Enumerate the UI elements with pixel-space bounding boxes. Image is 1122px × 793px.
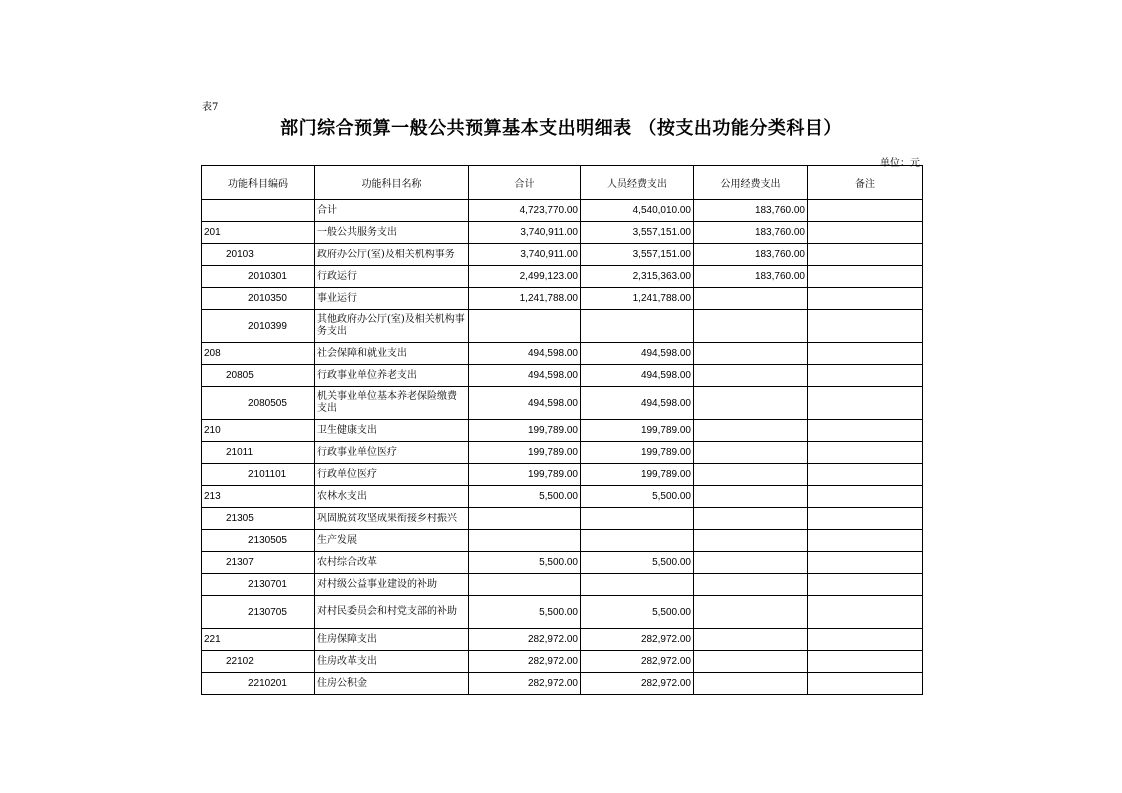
code-cell: 2080505 <box>202 387 315 420</box>
table-row <box>202 508 923 530</box>
code-cell: 2010399 <box>202 310 315 343</box>
note-cell <box>808 464 923 486</box>
table-number: 表7 <box>202 102 219 113</box>
name-cell: 机关事业单位基本养老保险缴费支出 <box>315 387 469 420</box>
personnel-cell: 199,789.00 <box>581 464 694 486</box>
code-cell: 2010301 <box>202 266 315 288</box>
name-cell: 农村综合改革 <box>315 552 469 574</box>
name-cell: 对村级公益事业建设的补助 <box>315 574 469 596</box>
personnel-cell: 199,789.00 <box>581 420 694 442</box>
name-cell: 一般公共服务支出 <box>315 222 469 244</box>
code-cell: 2210201 <box>202 673 315 695</box>
note-cell <box>808 442 923 464</box>
total-cell: 494,598.00 <box>469 343 581 365</box>
table-row <box>202 420 923 442</box>
personnel-cell: 2,315,363.00 <box>581 266 694 288</box>
note-cell <box>808 365 923 387</box>
table-row <box>202 673 923 695</box>
name-cell: 住房公积金 <box>315 673 469 695</box>
total-cell <box>469 508 581 530</box>
code-cell: 21011 <box>202 442 315 464</box>
personnel-cell: 199,789.00 <box>581 442 694 464</box>
total-cell: 282,972.00 <box>469 673 581 695</box>
public-cell <box>694 673 808 695</box>
name-cell: 事业运行 <box>315 288 469 310</box>
unit-label: 单位：元 <box>880 158 920 169</box>
note-cell <box>808 200 923 222</box>
public-cell <box>694 651 808 673</box>
budget-table <box>201 165 923 695</box>
public-cell: 183,760.00 <box>694 244 808 266</box>
note-cell <box>808 651 923 673</box>
name-cell: 对村民委员会和村党支部的补助 <box>315 596 469 629</box>
name-cell: 合计 <box>315 200 469 222</box>
name-cell: 生产发展 <box>315 530 469 552</box>
table-row <box>202 464 923 486</box>
personnel-cell: 494,598.00 <box>581 365 694 387</box>
note-cell <box>808 244 923 266</box>
personnel-cell: 282,972.00 <box>581 629 694 651</box>
public-cell <box>694 387 808 420</box>
personnel-cell: 282,972.00 <box>581 651 694 673</box>
note-cell <box>808 552 923 574</box>
name-cell <box>315 244 469 266</box>
header-total: 合计 <box>469 166 581 200</box>
public-cell <box>694 343 808 365</box>
public-cell <box>694 574 808 596</box>
total-cell <box>469 530 581 552</box>
table-row <box>202 222 923 244</box>
name-text: 政府办公厅(室)及相关机构事务 <box>317 248 455 260</box>
public-cell: 183,760.00 <box>694 222 808 244</box>
header-personnel: 人员经费支出 <box>581 166 694 200</box>
public-cell <box>694 365 808 387</box>
code-cell: 20103 <box>202 244 315 266</box>
total-cell: 282,972.00 <box>469 629 581 651</box>
total-cell: 3,740,911.00 <box>469 244 581 266</box>
public-cell <box>694 508 808 530</box>
total-cell: 494,598.00 <box>469 387 581 420</box>
note-cell <box>808 629 923 651</box>
header-public: 公用经费支出 <box>694 166 808 200</box>
name-text: 巩固脱贫攻坚成果衔接乡村振兴 <box>317 512 457 524</box>
total-cell: 5,500.00 <box>469 486 581 508</box>
name-cell: 其他政府办公厅(室)及相关机构事务支出 <box>315 310 469 343</box>
total-cell: 4,723,770.00 <box>469 200 581 222</box>
code-cell: 22102 <box>202 651 315 673</box>
public-cell <box>694 486 808 508</box>
note-cell <box>808 508 923 530</box>
total-cell: 1,241,788.00 <box>469 288 581 310</box>
table-row <box>202 387 923 420</box>
total-cell <box>469 574 581 596</box>
name-cell: 行政运行 <box>315 266 469 288</box>
name-cell: 行政事业单位医疗 <box>315 442 469 464</box>
personnel-cell <box>581 310 694 343</box>
code-cell: 213 <box>202 486 315 508</box>
personnel-cell <box>581 530 694 552</box>
code-cell: 2130701 <box>202 574 315 596</box>
name-cell: 农林水支出 <box>315 486 469 508</box>
public-cell <box>694 464 808 486</box>
table-row <box>202 200 923 222</box>
code-cell <box>202 200 315 222</box>
total-cell: 199,789.00 <box>469 464 581 486</box>
code-cell: 21307 <box>202 552 315 574</box>
total-cell: 199,789.00 <box>469 420 581 442</box>
total-cell: 199,789.00 <box>469 442 581 464</box>
code-cell: 2010350 <box>202 288 315 310</box>
total-cell: 3,740,911.00 <box>469 222 581 244</box>
total-cell: 494,598.00 <box>469 365 581 387</box>
note-cell <box>808 596 923 629</box>
table-row <box>202 629 923 651</box>
header-name: 功能科目名称 <box>315 166 469 200</box>
code-cell: 20805 <box>202 365 315 387</box>
public-cell: 183,760.00 <box>694 200 808 222</box>
header-row <box>202 166 923 200</box>
public-cell <box>694 530 808 552</box>
code-cell: 21305 <box>202 508 315 530</box>
note-cell <box>808 288 923 310</box>
note-cell <box>808 673 923 695</box>
total-cell <box>469 310 581 343</box>
table-row <box>202 343 923 365</box>
table-row <box>202 288 923 310</box>
header-code: 功能科目编码 <box>202 166 315 200</box>
personnel-cell: 5,500.00 <box>581 486 694 508</box>
public-cell <box>694 310 808 343</box>
table-row <box>202 596 923 629</box>
public-cell <box>694 629 808 651</box>
table-row <box>202 574 923 596</box>
personnel-cell: 5,500.00 <box>581 552 694 574</box>
name-cell <box>315 508 469 530</box>
table-row <box>202 486 923 508</box>
table-row <box>202 552 923 574</box>
public-cell <box>694 420 808 442</box>
note-cell <box>808 486 923 508</box>
personnel-cell: 494,598.00 <box>581 387 694 420</box>
public-cell <box>694 442 808 464</box>
name-cell: 卫生健康支出 <box>315 420 469 442</box>
public-cell <box>694 288 808 310</box>
total-cell: 282,972.00 <box>469 651 581 673</box>
name-cell: 社会保障和就业支出 <box>315 343 469 365</box>
total-cell: 2,499,123.00 <box>469 266 581 288</box>
personnel-cell: 3,557,151.00 <box>581 244 694 266</box>
name-cell: 行政事业单位养老支出 <box>315 365 469 387</box>
code-cell: 210 <box>202 420 315 442</box>
personnel-cell: 282,972.00 <box>581 673 694 695</box>
public-cell <box>694 552 808 574</box>
note-cell <box>808 222 923 244</box>
table-row <box>202 310 923 343</box>
personnel-cell: 494,598.00 <box>581 343 694 365</box>
name-cell: 住房保障支出 <box>315 629 469 651</box>
total-cell: 5,500.00 <box>469 596 581 629</box>
name-cell: 住房改革支出 <box>315 651 469 673</box>
code-cell: 2130505 <box>202 530 315 552</box>
note-cell <box>808 530 923 552</box>
personnel-cell: 1,241,788.00 <box>581 288 694 310</box>
table-row <box>202 266 923 288</box>
code-cell: 208 <box>202 343 315 365</box>
personnel-cell: 3,557,151.00 <box>581 222 694 244</box>
code-cell: 2101101 <box>202 464 315 486</box>
public-cell: 183,760.00 <box>694 266 808 288</box>
note-cell <box>808 420 923 442</box>
code-cell: 2130705 <box>202 596 315 629</box>
personnel-cell <box>581 508 694 530</box>
code-cell: 201 <box>202 222 315 244</box>
note-cell <box>808 343 923 365</box>
table-row <box>202 365 923 387</box>
table-row <box>202 244 923 266</box>
personnel-cell: 4,540,010.00 <box>581 200 694 222</box>
table-row <box>202 651 923 673</box>
header-note: 备注 <box>808 166 923 200</box>
personnel-cell <box>581 574 694 596</box>
personnel-cell: 5,500.00 <box>581 596 694 629</box>
table-row <box>202 530 923 552</box>
note-cell <box>808 266 923 288</box>
table-row <box>202 442 923 464</box>
public-cell <box>694 596 808 629</box>
code-cell: 221 <box>202 629 315 651</box>
total-cell: 5,500.00 <box>469 552 581 574</box>
name-cell: 行政单位医疗 <box>315 464 469 486</box>
page-title: 部门综合预算一般公共预算基本支出明细表 （按支出功能分类科目） <box>280 118 842 139</box>
note-cell <box>808 574 923 596</box>
note-cell <box>808 310 923 343</box>
note-cell <box>808 387 923 420</box>
